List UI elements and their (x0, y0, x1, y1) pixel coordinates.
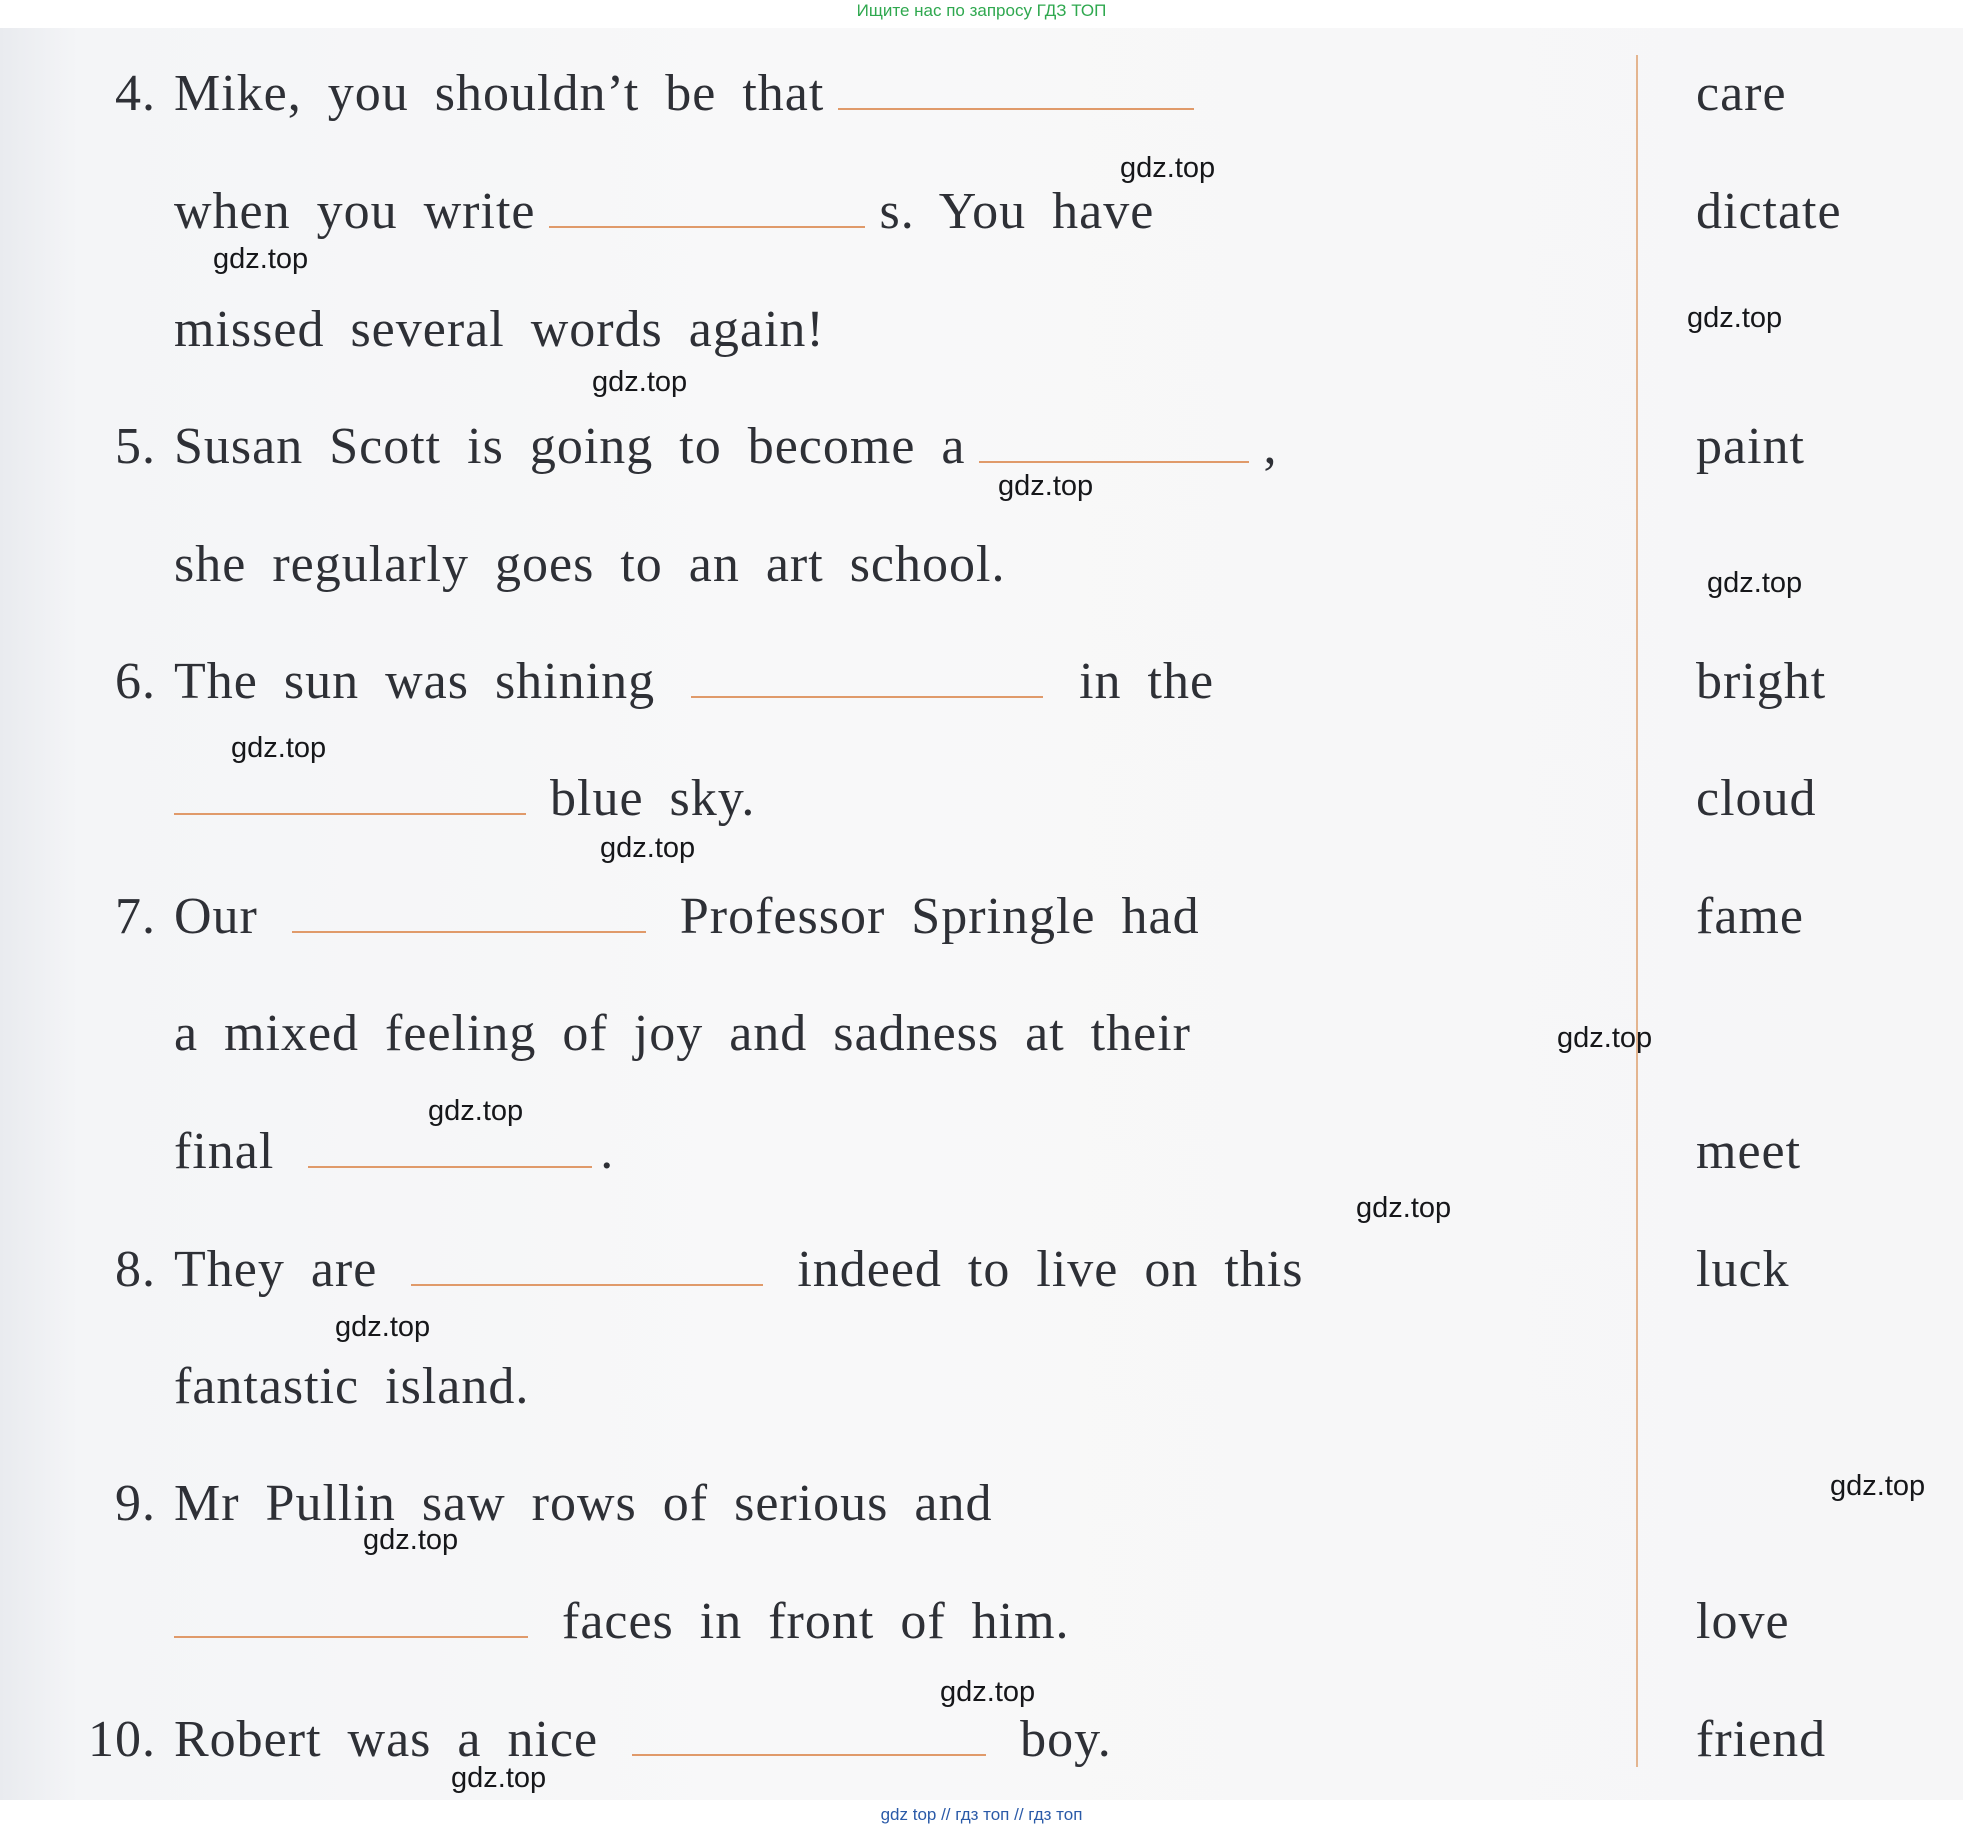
watermark: gdz.top (1557, 1022, 1653, 1054)
sentence-text: faces in front of him. (562, 1593, 1070, 1650)
item-number: 9. (115, 1475, 156, 1532)
exercise-item-6-line-1 (70, 652, 1214, 712)
word-box-item: love (1696, 1593, 1790, 1650)
sentence-text: in the (1079, 653, 1215, 710)
watermark: gdz.top (1707, 567, 1803, 599)
sentence-text: Robert was a nice (174, 1711, 599, 1768)
watermark: gdz.top (363, 1524, 459, 1556)
item-number: 10. (88, 1711, 156, 1768)
bottom-banner[interactable]: gdz top // гдз топ // гдз топ (880, 1805, 1083, 1824)
sentence-text: she regularly goes to an art school. (174, 536, 1006, 593)
sentence-text: . (600, 1123, 615, 1180)
word-box-item: meet (1696, 1123, 1802, 1180)
sentence-text: boy. (1020, 1711, 1112, 1768)
word-box-item: paint (1696, 418, 1805, 475)
exercise-item-10-line-1 (70, 1710, 1112, 1770)
sentence-text: final (174, 1123, 275, 1180)
top-banner[interactable]: Ищите нас по запросу ГДЗ ТОП (856, 1, 1107, 20)
column-divider (1636, 55, 1638, 1767)
item-number: 5. (115, 418, 156, 475)
sentence-text: Professor Springle had (679, 888, 1200, 945)
bleed-through-text (1410, 528, 1422, 581)
sentence-text: fantastic island. (174, 1358, 530, 1415)
watermark: gdz.top (1687, 302, 1783, 334)
word-box-item: bright (1696, 653, 1827, 710)
answer-blank[interactable] (411, 1240, 763, 1286)
sentence-text: The sun was shining (174, 653, 656, 710)
answer-blank[interactable] (632, 1710, 986, 1756)
answer-blank[interactable] (691, 652, 1043, 698)
exercise-item-6-line-2 (174, 769, 755, 829)
word-box-item: cloud (1696, 770, 1817, 827)
exercise-item-7-line-3 (174, 1122, 614, 1182)
watermark: gdz.top (1356, 1192, 1452, 1224)
exercise-item-4-line-2 (174, 182, 1154, 242)
watermark: gdz.top (428, 1095, 524, 1127)
word-box-item: care (1696, 65, 1787, 122)
sentence-text: when you write (174, 183, 536, 240)
sentence-text: missed several words again! (174, 301, 825, 358)
sentence-text: Our (174, 888, 258, 945)
sentence-text: They are (174, 1241, 378, 1298)
sentence-text: blue sky. (550, 770, 756, 827)
watermark: gdz.top (1830, 1470, 1926, 1502)
exercise-item-8-line-2 (174, 1357, 529, 1417)
word-box-item: friend (1696, 1711, 1827, 1768)
word-box-item: fame (1696, 888, 1804, 945)
sentence-text: a mixed feeling of joy and sadness at their (174, 1005, 1191, 1062)
exercise-item-7-line-1 (70, 887, 1200, 947)
answer-blank[interactable] (174, 769, 526, 815)
watermark: gdz.top (231, 732, 327, 764)
watermark: gdz.top (335, 1311, 431, 1343)
sentence-text: Mr Pullin saw rows of serious and (174, 1475, 993, 1532)
answer-blank[interactable] (308, 1122, 592, 1168)
word-box-item: dictate (1696, 183, 1842, 240)
watermark: gdz.top (451, 1762, 547, 1794)
exercise-item-4-line-1 (70, 64, 1208, 124)
watermark: gdz.top (998, 470, 1094, 502)
answer-blank[interactable] (979, 417, 1249, 463)
watermark: gdz.top (600, 832, 696, 864)
sentence-text: s. You have (879, 183, 1155, 240)
exercise-item-7-line-2 (174, 1004, 1191, 1064)
item-number: 8. (115, 1241, 156, 1298)
watermark: gdz.top (1120, 152, 1216, 184)
sentence-text: , (1263, 418, 1278, 475)
sentence-text: Mike, you shouldn’t be that (174, 65, 825, 122)
answer-blank[interactable] (549, 182, 865, 228)
exercise-item-4-line-3 (174, 300, 825, 360)
watermark: gdz.top (213, 243, 309, 275)
exercise-item-9-line-1 (70, 1474, 993, 1534)
exercise-item-9-line-2 (174, 1592, 1070, 1652)
answer-blank[interactable] (838, 64, 1194, 110)
item-number: 6. (115, 653, 156, 710)
watermark: gdz.top (592, 366, 688, 398)
exercise-item-8-line-1 (70, 1240, 1304, 1300)
answer-blank[interactable] (174, 1592, 528, 1638)
sentence-text: Susan Scott is going to become a (174, 418, 966, 475)
exercise-item-5-line-1 (70, 417, 1277, 477)
sentence-text: indeed to live on this (797, 1241, 1304, 1298)
watermark: gdz.top (940, 1676, 1036, 1708)
item-number: 4. (115, 65, 156, 122)
exercise-item-5-line-2 (174, 535, 1005, 595)
answer-blank[interactable] (292, 887, 646, 933)
word-box-item: luck (1696, 1241, 1790, 1298)
item-number: 7. (115, 888, 156, 945)
